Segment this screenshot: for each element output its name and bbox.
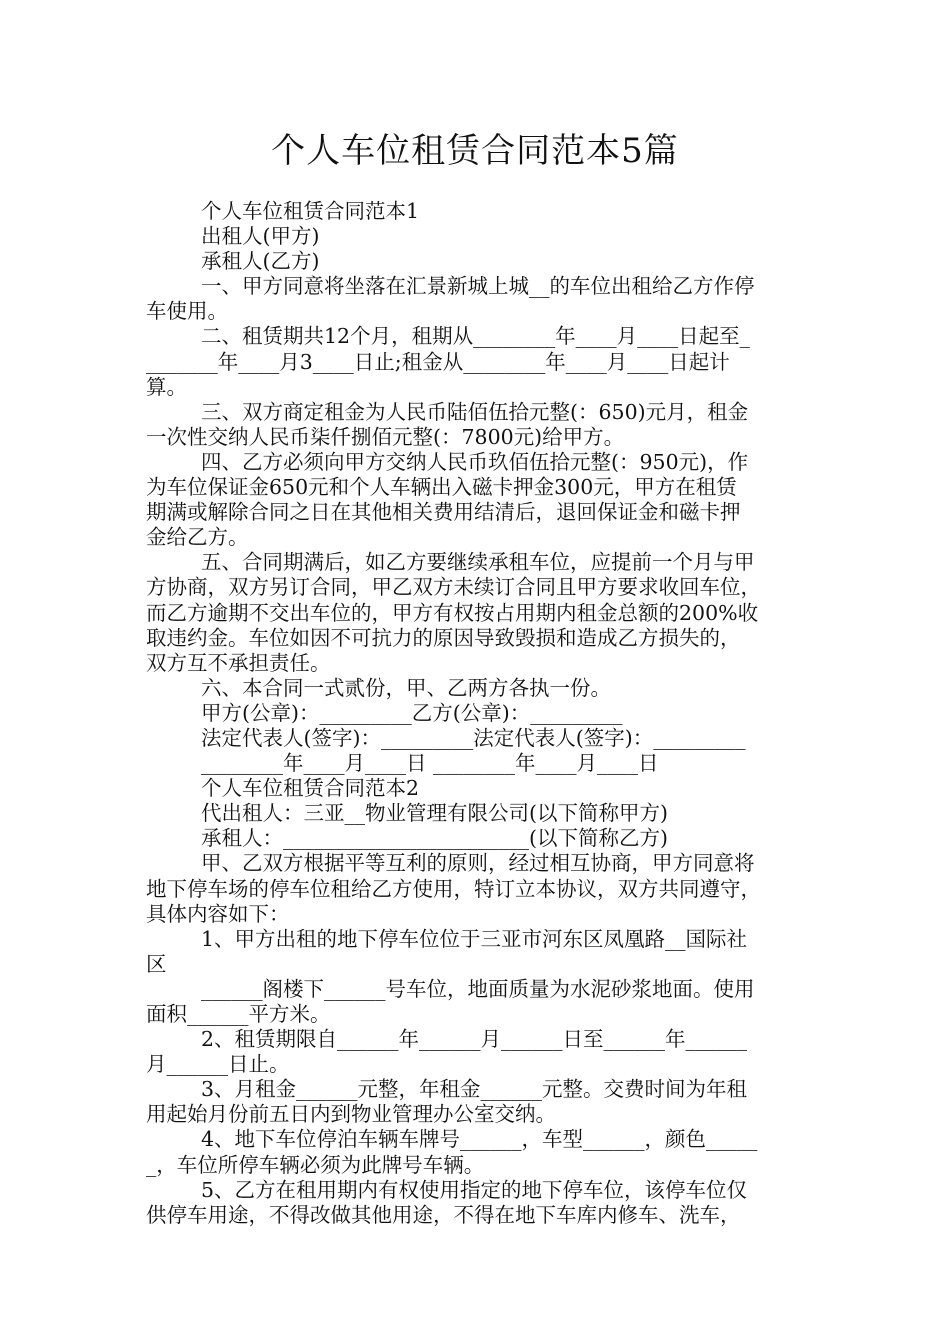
date-line: ________年____月____日 ________年____月____日 <box>201 751 659 776</box>
paragraph-line: 用起始月份前五日内到物业管理办公室交纳。 <box>146 1102 556 1127</box>
paragraph-line: 承租人：________________________(以下简称乙方) <box>201 826 668 851</box>
paragraph-line: 5、乙方在租用期内有权使用指定的地下停车位，该停车位仅 <box>201 1177 748 1202</box>
paragraph-line: 二、租赁期共12个月，租期从________年____月____日起至_ <box>201 324 750 349</box>
paragraph-line: 方协商，双方另订合同，甲乙双方未续订合同且甲方要求收回车位， <box>146 575 761 600</box>
paragraph-line: 甲、乙双方根据平等互利的原则，经过相互协商，甲方同意将 <box>201 851 755 876</box>
paragraph-line: 代出租人：三亚__物业管理有限公司(以下简称甲方) <box>201 801 668 826</box>
paragraph-line: 期满或解除合同之日在其他相关费用结清后，退回保证金和磁卡押 <box>146 500 741 525</box>
section-heading: 个人车位租赁合同范本2 <box>201 776 420 801</box>
section-heading: 个人车位租赁合同范本1 <box>201 199 420 223</box>
paragraph-line: _，车位所停车辆必须为此牌号车辆。 <box>146 1152 485 1177</box>
paragraph-line: _______年____月3____日止;租金从________年____月____日起计 <box>146 349 730 374</box>
paragraph-line: 4、地下车位停泊车辆车牌号______，车型______，颜色_____ <box>201 1127 758 1152</box>
paragraph-line: 四、乙方必须向甲方交纳人民币玖佰伍拾元整(：950元)，作 <box>201 449 749 474</box>
signature-line: 法定代表人(签字)：_________法定代表人(签字)：_________ <box>201 725 746 750</box>
paragraph-line: 出租人(甲方) <box>201 224 320 249</box>
paragraph-line: 算。 <box>146 374 187 399</box>
document-title: 个人车位租赁合同范本5篇 <box>271 131 679 171</box>
paragraph-line: 一、甲方同意将坐落在汇景新城上城__的车位出租给乙方作停 <box>201 274 755 299</box>
paragraph-line: 地下停车场的停车位租给乙方使用，特订立本协议，双方共同遵守， <box>146 876 761 901</box>
paragraph-line: 区 <box>146 951 167 976</box>
paragraph-line: 2、租赁期限自______年______月______日至______年______ <box>201 1027 748 1052</box>
paragraph-line: 三、双方商定租金为人民币陆佰伍拾元整(：650)元月，租金 <box>201 399 749 424</box>
paragraph-line: 金给乙方。 <box>146 525 249 550</box>
paragraph-line: ______阁楼下______号车位，地面质量为水泥砂浆地面。使用 <box>201 976 755 1001</box>
paragraph-line: 面积______平方米。 <box>146 1002 331 1026</box>
paragraph-line: 车使用。 <box>146 299 228 324</box>
paragraph-line: 五、合同期满后，如乙方要继续承租车位，应提前一个月与甲 <box>201 550 755 575</box>
paragraph-line: 具体内容如下： <box>146 901 290 926</box>
paragraph-line: 取违约金。车位如因不可抗力的原因导致毁损和造成乙方损失的， <box>146 625 741 650</box>
paragraph-line: 月______日止。 <box>146 1052 290 1077</box>
paragraph-line: 一次性交纳人民币柒仟捌佰元整(：7800元)给甲方。 <box>146 424 625 449</box>
paragraph-line: 六、本合同一式贰份，甲、乙两方各执一份。 <box>201 675 611 700</box>
document-body <box>146 199 812 1228</box>
paragraph-line: 而乙方逾期不交出车位的，甲方有权按占用期内租金总额的200%收 <box>146 600 759 625</box>
signature-line: 甲方(公章)：_________乙方(公章)：_________ <box>201 700 623 725</box>
paragraph-line: 1、甲方出租的地下停车位位于三亚市河东区凤凰路__国际社 <box>201 926 748 951</box>
paragraph-line: 为车位保证金650元和个人车辆出入磁卡押金300元，甲方在租赁 <box>146 475 737 500</box>
paragraph-line: 3、月租金______元整，年租金______元整。交费时间为年租 <box>201 1077 748 1102</box>
paragraph-line: 承租人(乙方) <box>201 249 320 274</box>
paragraph-line: 供停车用途，不得改做其他用途，不得在地下车库内修车、洗车， <box>146 1202 741 1227</box>
paragraph-line: 双方互不承担责任。 <box>146 650 331 675</box>
